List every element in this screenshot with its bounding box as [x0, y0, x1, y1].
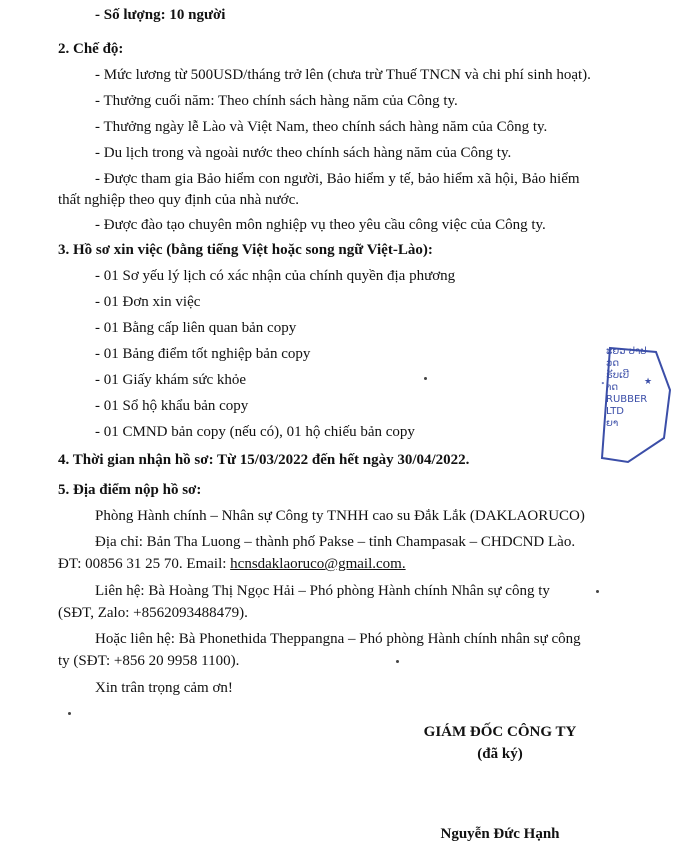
doc-degree: - 01 Bằng cấp liên quan bản copy	[95, 320, 297, 336]
section-4-deadline: 4. Thời gian nhận hồ sơ: Từ 15/03/2022 đến hết ngày 30/04/2022.	[58, 452, 470, 468]
doc-health: - 01 Giấy khám sức khỏe	[95, 372, 247, 388]
stamp-text-3: ຣັບເບີ	[606, 370, 630, 381]
doc-id: - 01 CMND bản copy (nếu có), 01 hộ chiếu bản copy	[95, 424, 415, 440]
stamp-text-4: ຳດ	[606, 382, 619, 393]
benefit-insurance: - Được tham gia Bảo hiểm con người, Bảo hiểm y tế, bảo hiểm xã hội, Bảo hiểm	[95, 171, 580, 187]
closing-thanks: Xin trân trọng cảm ơn!	[95, 680, 233, 696]
signature-title: GIÁM ĐỐC CÔNG TY	[423, 724, 577, 740]
benefit-insurance-cont: thất nghiệp theo quy định của nhà nước.	[58, 192, 300, 208]
staff-quantity: - Số lượng: 10 người	[95, 7, 226, 23]
stamp-text-2: ວດ	[606, 358, 620, 369]
scan-speck	[596, 590, 599, 593]
scan-speck	[396, 660, 399, 663]
svg-text:★: ★	[644, 376, 653, 386]
benefit-travel: - Du lịch trong và ngoài nước theo chính sách hàng năm của Công ty.	[95, 145, 512, 161]
section-3-heading: 3. Hồ sơ xin việc (bằng tiếng Việt hoặc song ngữ Việt-Lào):	[58, 242, 433, 258]
phone-email	[58, 555, 406, 574]
doc-transcript: - 01 Bảng điểm tốt nghiệp bản copy	[95, 346, 311, 362]
hr-office: Phòng Hành chính – Nhân sự Công ty TNHH cao su Đắk Lắk (DAKLAORUCO)	[95, 508, 585, 524]
contact-1-phone: (SĐT, Zalo: +8562093488479).	[58, 605, 248, 621]
doc-household: - 01 Sổ hộ khẩu bản copy	[95, 398, 249, 414]
stamp-text-1: ະຍວ ປາປ	[606, 346, 647, 357]
contact-1: Liên hệ: Bà Hoàng Thị Ngọc Hải – Phó phòng Hành chính Nhân sự công ty	[95, 583, 550, 599]
doc-application: - 01 Đơn xin việc	[95, 294, 201, 310]
address: Địa chỉ: Bản Tha Luong – thành phố Pakse – tỉnh Champasak – CHDCND Lào.	[95, 534, 576, 550]
contact-2-phone: ty (SĐT: +856 20 9958 1100).	[58, 653, 240, 669]
scan-speck	[424, 377, 427, 380]
email-link[interactable]: hcnsdaklaoruco@gmail.com.	[230, 556, 406, 572]
stamp-text-6: LTD	[606, 406, 625, 417]
company-stamp	[598, 340, 678, 470]
benefit-year-end-bonus: - Thưởng cuối năm: Theo chính sách hàng năm của Công ty.	[95, 93, 458, 109]
scan-speck	[68, 712, 71, 715]
stamp-text-5: RUBBER	[606, 394, 648, 405]
section-5-heading: 5. Địa điểm nộp hồ sơ:	[58, 482, 202, 498]
signature-note: (đã ký)	[477, 746, 523, 762]
phone-text: ĐT: 00856 31 25 70. Email:	[58, 556, 231, 572]
contact-2: Hoặc liên hệ: Bà Phonethida Theppangna – Phó phòng Hành chính nhân sự công	[95, 631, 581, 647]
signer-name: Nguyễn Đức Hạnh	[440, 826, 560, 842]
section-2-heading: 2. Chế độ:	[58, 41, 124, 57]
benefit-salary: - Mức lương từ 500USD/tháng trở lên (chưa trừ Thuế TNCN và chi phí sinh hoạt).	[95, 67, 591, 83]
stamp-text-7: ຍາ	[606, 418, 619, 429]
benefit-training: - Được đào tạo chuyên môn nghiệp vụ theo yêu cầu công việc của Công ty.	[95, 217, 546, 233]
doc-cv: - 01 Sơ yếu lý lịch có xác nhận của chính quyền địa phương	[95, 268, 456, 284]
benefit-holiday-bonus: - Thưởng ngày lễ Lào và Việt Nam, theo chính sách hàng năm của Công ty.	[95, 119, 548, 135]
